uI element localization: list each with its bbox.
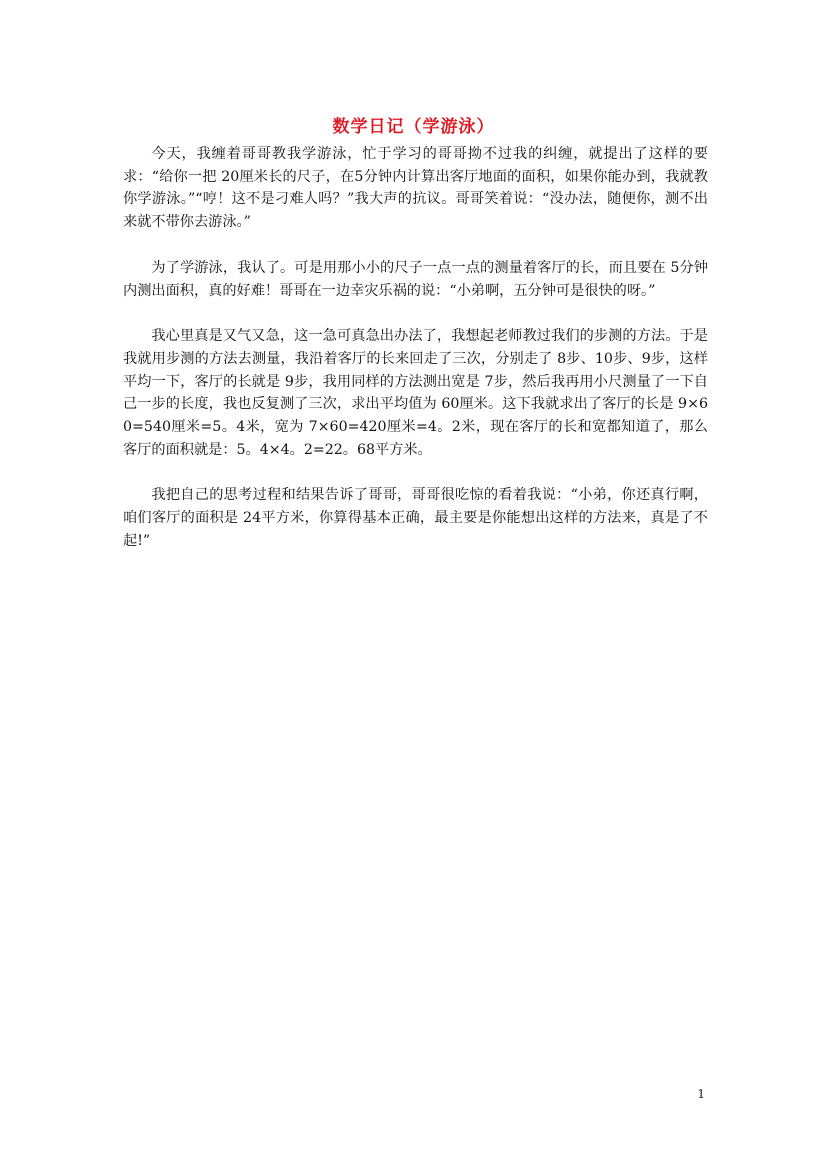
- paragraph-1: 今天，我缠着哥哥教我学游泳，忙于学习的哥哥拗不过我的纠缠，就提出了这样的要求：“给你一把 20厘米长的尺子，在5分钟内计算出客厅地面的面积，如果你能办到，我就教你学游泳。”“哼！这不是刁难人吗？”我大声的抗议。哥哥笑着说：“没办法，随便你，测不出来就不带你去游泳。”: [123, 146, 708, 231]
- paragraph-3: 我心里真是又气又急，这一急可真急出办法了，我想起老师教过我们的步测的方法。于是我就用步测的方法去测量，我沿着客厅的长来回走了三次，分别走了 8步、10步、9步，这样平均一下，客厅的长就是 9步，我用同样的方法测出宽是 7步，然后我再用小尺测量了一下自己一步的长度，我也反复测了三次，求出平均值为 60厘米。这下我就求出了客厅的长是 9×60=540厘米=5。4米，宽为 7×60=420厘米=4。2米，现在客厅的长和宽都知道了，那么客厅的面积就是：5。4×4。2=22。68平方米。: [123, 328, 708, 458]
- document-body: [123, 143, 708, 576]
- paragraph-4: 我把自己的思考过程和结果告诉了哥哥，哥哥很吃惊的看着我说：“小弟，你还真行啊，咱们客厅的面积是 24平方米，你算得基本正确，最主要是你能想出这样的方法来，真是了不起!”: [123, 487, 708, 549]
- page-number: 1: [697, 1087, 705, 1101]
- document-title: 数学日记（学游泳）: [332, 117, 495, 137]
- paragraph-2: 为了学游泳，我认了。可是用那小小的尺子一点一点的测量着客厅的长，而且要在 5分钟内测出面积，真的好难！哥哥在一边幸灾乐祸的说：“小弟啊，五分钟可是很快的呀。”: [123, 259, 708, 299]
